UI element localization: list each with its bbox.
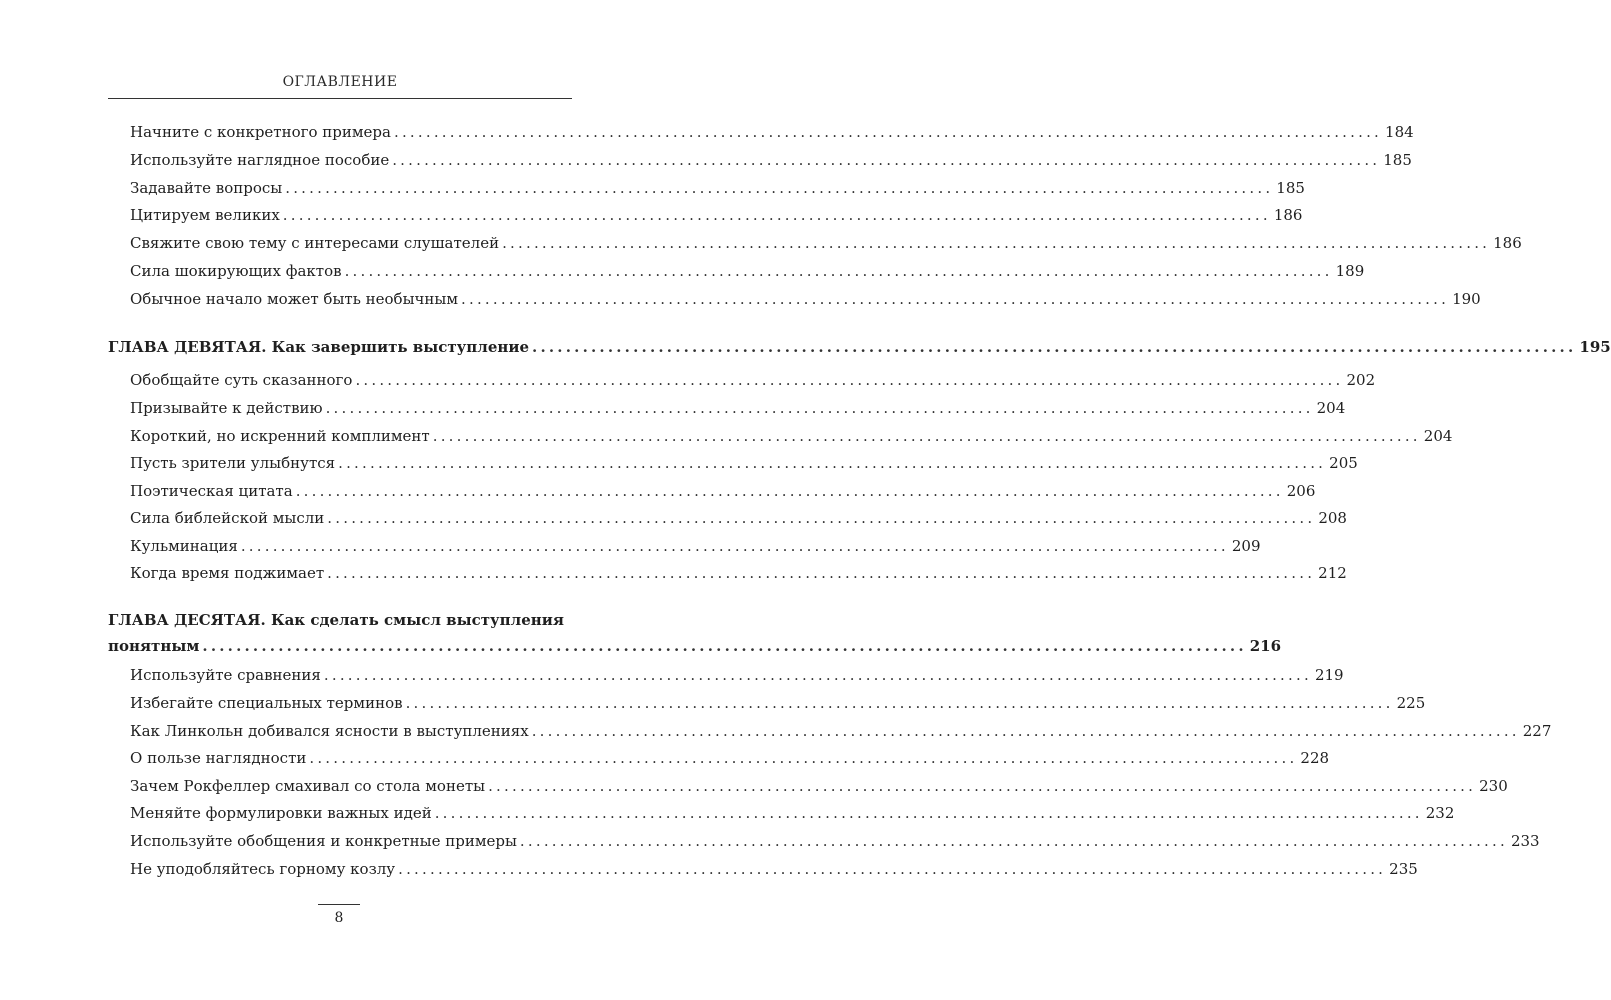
toc-entry[interactable] bbox=[130, 745, 1330, 771]
dot-leader: ............................................................................................................................ bbox=[295, 482, 1284, 500]
dot-leader: ............................................................................................................................ bbox=[355, 371, 1344, 389]
toc-entry-page: 204 bbox=[1423, 427, 1453, 445]
toc-entry-page: 232 bbox=[1425, 804, 1455, 822]
toc-entry-page: 185 bbox=[1276, 179, 1305, 197]
toc-entry-page: 209 bbox=[1231, 537, 1261, 555]
chapter-title-line1: ГЛАВА ДЕСЯТАЯ. Как сделать смысл выступления bbox=[108, 611, 564, 629]
toc-entry-page: 206 bbox=[1286, 482, 1316, 500]
toc-entry[interactable] bbox=[130, 450, 1358, 476]
toc-entry[interactable] bbox=[130, 119, 1414, 145]
chapter-heading-9[interactable] bbox=[108, 334, 1611, 360]
chapter-page: 195 bbox=[1579, 338, 1611, 356]
toc-entry-title: Избегайте специальных терминов bbox=[130, 694, 403, 712]
dot-leader: ............................................................................................................................ bbox=[531, 722, 1520, 740]
toc-entry-page: 204 bbox=[1316, 399, 1346, 417]
toc-entry-title: Меняйте формулировки важных идей bbox=[130, 804, 432, 822]
dot-leader: ............................................................................................................................ bbox=[344, 262, 1333, 280]
dot-leader: ............................................................................................................................ bbox=[282, 206, 1271, 224]
toc-entry[interactable] bbox=[130, 147, 1412, 173]
chapter-heading-10[interactable] bbox=[108, 607, 1282, 659]
toc-entry[interactable] bbox=[130, 828, 1540, 854]
toc-entry-page: 205 bbox=[1329, 454, 1358, 472]
chapter-page: 216 bbox=[1249, 637, 1282, 655]
toc-entry[interactable] bbox=[130, 367, 1376, 393]
toc-entry-page: 186 bbox=[1273, 206, 1303, 224]
toc-entry-page: 228 bbox=[1300, 749, 1330, 767]
dot-leader: ............................................................................................................................ bbox=[202, 637, 1247, 655]
footer-rule bbox=[318, 904, 360, 905]
toc-entry-title: Сила шокирующих фактов bbox=[130, 262, 342, 280]
toc-entry-title: Начните с конкретного примера bbox=[130, 123, 391, 141]
toc-entry-title: Призывайте к действию bbox=[130, 399, 323, 417]
dot-leader: ............................................................................................................................ bbox=[519, 832, 1508, 850]
toc-entry[interactable] bbox=[130, 423, 1453, 449]
dot-leader: ............................................................................................................................ bbox=[338, 454, 1327, 472]
running-header: ОГЛАВЛЕНИЕ bbox=[282, 74, 398, 90]
toc-entry[interactable] bbox=[130, 258, 1365, 284]
chapter-title-line2: понятным bbox=[108, 637, 200, 655]
toc-entry[interactable] bbox=[130, 560, 1347, 586]
dot-leader: ............................................................................................................................ bbox=[323, 666, 1312, 684]
toc-entry[interactable] bbox=[130, 175, 1305, 201]
toc-entry[interactable] bbox=[130, 690, 1426, 716]
toc-entry-title: Не уподобляйтесь горному козлу bbox=[130, 860, 396, 878]
toc-entry-title: Кульминация bbox=[130, 537, 238, 555]
toc-entry-title: Цитируем великих bbox=[130, 206, 280, 224]
toc-entry-page: 219 bbox=[1314, 666, 1344, 684]
toc-entry[interactable] bbox=[130, 773, 1508, 799]
toc-entry-page: 190 bbox=[1452, 290, 1481, 308]
toc-entry[interactable] bbox=[130, 202, 1303, 228]
chapter-title: ГЛАВА ДЕВЯТАЯ. Как завершить выступление bbox=[108, 338, 530, 356]
toc-entry-title: Обобщайте суть сказанного bbox=[130, 371, 353, 389]
toc-entry-title: Короткий, но искренний комплимент bbox=[130, 427, 430, 445]
toc-entry-page: 233 bbox=[1510, 832, 1540, 850]
toc-entry-title: Поэтическая цитата bbox=[130, 482, 293, 500]
toc-entry-title: Используйте наглядное пособие bbox=[130, 151, 390, 169]
toc-entry-page: 230 bbox=[1479, 777, 1508, 795]
toc-entry-title: Используйте обобщения и конкретные примеры bbox=[130, 832, 517, 850]
dot-leader: ............................................................................................................................ bbox=[461, 290, 1450, 308]
toc-entry-title: Пусть зрители улыбнутся bbox=[130, 454, 336, 472]
toc-entry-title: Когда время поджимает bbox=[130, 564, 325, 582]
toc-entry[interactable] bbox=[130, 286, 1481, 312]
toc-entry-page: 202 bbox=[1346, 371, 1376, 389]
toc-entry[interactable] bbox=[130, 718, 1552, 744]
dot-leader: ............................................................................................................................ bbox=[432, 427, 1421, 445]
toc-entry[interactable] bbox=[130, 662, 1344, 688]
dot-leader: ............................................................................................................................ bbox=[393, 123, 1383, 141]
toc-entry-title: Обычное начало может быть необычным bbox=[130, 290, 459, 308]
toc-entry-page: 185 bbox=[1383, 151, 1412, 169]
toc-entry[interactable] bbox=[130, 505, 1347, 531]
toc-entry-title: Свяжите свою тему с интересами слушателей bbox=[130, 234, 500, 252]
dot-leader: ............................................................................................................................ bbox=[405, 694, 1394, 712]
dot-leader: ............................................................................................................................ bbox=[240, 537, 1229, 555]
toc-entry-page: 227 bbox=[1522, 722, 1552, 740]
toc-entry-page: 208 bbox=[1318, 509, 1347, 527]
toc-entry-title: Задавайте вопросы bbox=[130, 179, 283, 197]
toc-entry-page: 189 bbox=[1335, 262, 1365, 280]
dot-leader: ............................................................................................................................ bbox=[285, 179, 1274, 197]
toc-entry-title: Зачем Рокфеллер смахивал со стола монеты bbox=[130, 777, 486, 795]
dot-leader: ............................................................................................................................ bbox=[392, 151, 1381, 169]
toc-entry[interactable] bbox=[130, 395, 1346, 421]
dot-leader: ............................................................................................................................ bbox=[309, 749, 1298, 767]
toc-entry-title: О пользе наглядности bbox=[130, 749, 307, 767]
toc-entry[interactable] bbox=[130, 533, 1261, 559]
toc-entry[interactable] bbox=[130, 230, 1522, 256]
dot-leader: ............................................................................................................................ bbox=[488, 777, 1477, 795]
dot-leader: ............................................................................................................................ bbox=[327, 564, 1316, 582]
toc-entry[interactable] bbox=[130, 800, 1455, 826]
toc-entry[interactable] bbox=[130, 856, 1418, 882]
toc-entry[interactable] bbox=[130, 478, 1316, 504]
toc-entry-title: Сила библейской мысли bbox=[130, 509, 325, 527]
toc-entry-page: 184 bbox=[1385, 123, 1414, 141]
dot-leader: ............................................................................................................................ bbox=[532, 338, 1577, 356]
dot-leader: ............................................................................................................................ bbox=[398, 860, 1387, 878]
dot-leader: ............................................................................................................................ bbox=[434, 804, 1423, 822]
toc-entry-page: 225 bbox=[1396, 694, 1426, 712]
toc-entry-title: Используйте сравнения bbox=[130, 666, 321, 684]
dot-leader: ............................................................................................................................ bbox=[325, 399, 1314, 417]
page-number: 8 bbox=[334, 910, 344, 926]
dot-leader: ............................................................................................................................ bbox=[502, 234, 1491, 252]
dot-leader: ............................................................................................................................ bbox=[327, 509, 1316, 527]
toc-entry-page: 186 bbox=[1493, 234, 1522, 252]
toc-entry-page: 235 bbox=[1389, 860, 1418, 878]
toc-entry-page: 212 bbox=[1318, 564, 1347, 582]
toc-entry-title: Как Линкольн добивался ясности в выступлениях bbox=[130, 722, 529, 740]
